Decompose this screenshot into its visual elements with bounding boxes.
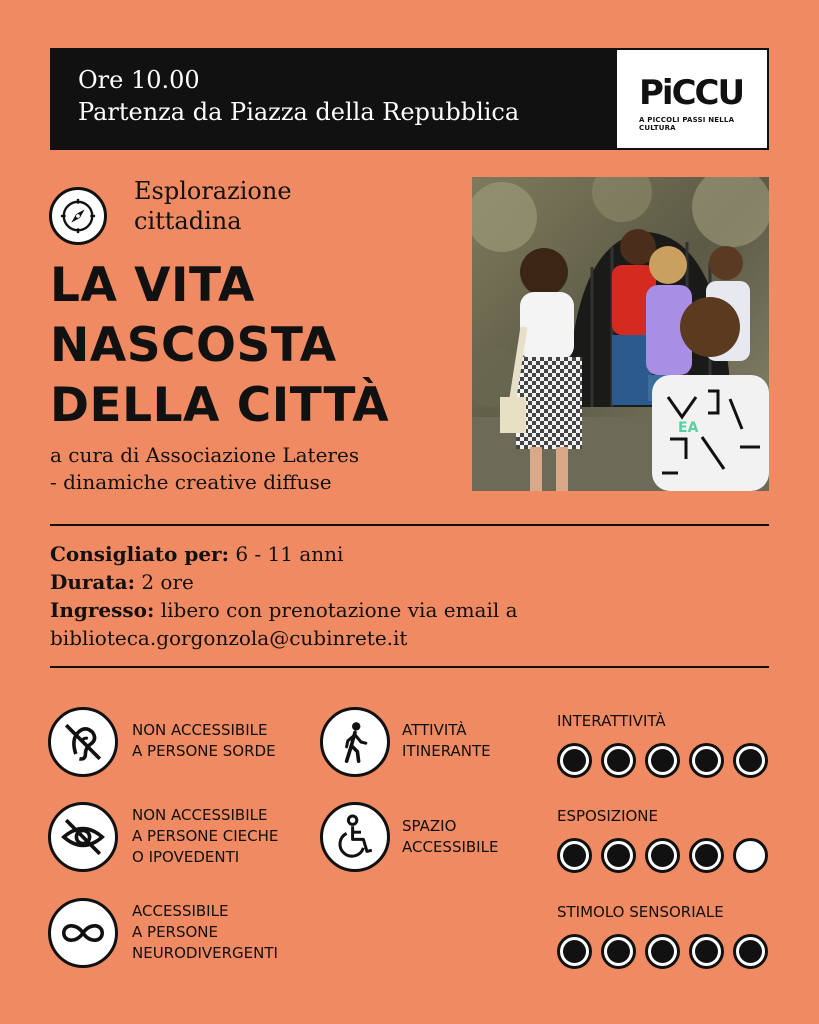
departure-place: Partenza da Piazza della Repubblica bbox=[78, 98, 520, 126]
category-line-2: cittadina bbox=[134, 207, 242, 235]
rating-dot-filled bbox=[645, 743, 680, 778]
rating-dot-filled bbox=[689, 934, 724, 969]
category-label bbox=[134, 176, 292, 236]
entry-label: Ingresso: bbox=[50, 598, 155, 622]
start-time: Ore 10.00 bbox=[78, 66, 200, 94]
accessible-space-label bbox=[402, 816, 498, 858]
rating-dots bbox=[557, 743, 768, 778]
blind-label-line-1: NON ACCESSIBILE bbox=[132, 806, 268, 824]
infinity-icon bbox=[48, 898, 118, 968]
curated-line-2: - dinamiche creative diffuse bbox=[50, 470, 332, 494]
rating-dot-filled bbox=[689, 743, 724, 778]
neurodivergent-label bbox=[132, 901, 278, 964]
rating-label: ESPOSIZIONE bbox=[557, 807, 659, 825]
rating-dot-filled bbox=[557, 743, 592, 778]
rating-dot-filled bbox=[601, 838, 636, 873]
itinerant-label-line-1: ATTIVITÀ bbox=[402, 721, 467, 739]
deaf-label bbox=[132, 720, 276, 762]
rating-dot-filled bbox=[733, 934, 768, 969]
piccu-logo bbox=[617, 50, 767, 148]
rating-dot-filled bbox=[645, 838, 680, 873]
deaf-label-line-2: A PERSONE SORDE bbox=[132, 742, 276, 760]
walking-icon bbox=[320, 707, 390, 777]
age-label: Consigliato per: bbox=[50, 542, 229, 566]
no-eye-icon bbox=[48, 802, 118, 872]
itinerant-label-line-2: ITINERANTE bbox=[402, 742, 491, 760]
wheelchair-icon bbox=[320, 802, 390, 872]
duration-value: 2 ore bbox=[134, 570, 194, 594]
rating-dots bbox=[557, 838, 768, 873]
rating-label: INTERATTIVITÀ bbox=[557, 712, 666, 730]
duration-row bbox=[50, 568, 518, 596]
deaf-label-line-1: NON ACCESSIBILE bbox=[132, 721, 268, 739]
category-line-1: Esplorazione bbox=[134, 177, 292, 205]
accessible-space-label-line-1: SPAZIO bbox=[402, 817, 457, 835]
event-info bbox=[50, 540, 518, 652]
curated-line-1: a cura di Associazione Lateres bbox=[50, 443, 360, 467]
age-row bbox=[50, 540, 518, 568]
rating-dot-filled bbox=[601, 743, 636, 778]
logo-tagline: A PICCOLI PASSI NELLA CULTURA bbox=[639, 116, 735, 132]
header-banner bbox=[50, 48, 769, 150]
itinerant-label bbox=[402, 720, 491, 762]
curated-by bbox=[50, 442, 359, 496]
duration-label: Durata: bbox=[50, 570, 135, 594]
blind-label-line-2: A PERSONE CIECHE bbox=[132, 827, 279, 845]
logo-word: PiCCU bbox=[639, 73, 744, 113]
event-photo bbox=[472, 177, 769, 491]
divider-bottom bbox=[50, 666, 769, 668]
neurodivergent-label-line-2: A PERSONE bbox=[132, 923, 219, 941]
accessible-space-label-line-2: ACCESSIBILE bbox=[402, 838, 499, 856]
entry-row bbox=[50, 596, 518, 624]
rating-dot-filled bbox=[689, 838, 724, 873]
rating-dot-filled bbox=[557, 838, 592, 873]
title-line-3: DELLA CITTÀ bbox=[50, 378, 390, 433]
rating-sensory bbox=[557, 902, 768, 969]
title-line-2: NASCOSTA bbox=[50, 318, 337, 373]
entry-value: libero con prenotazione via email a bbox=[154, 598, 518, 622]
blind-label bbox=[132, 805, 278, 868]
header-text bbox=[78, 64, 519, 128]
rating-exposure bbox=[557, 806, 768, 873]
svg-text:EA: EA bbox=[678, 420, 699, 436]
rating-dot-empty bbox=[733, 838, 768, 873]
rating-dot-filled bbox=[645, 934, 680, 969]
divider-top bbox=[50, 524, 769, 526]
event-title bbox=[50, 256, 389, 436]
neurodivergent-label-line-1: ACCESSIBILE bbox=[132, 902, 229, 920]
age-value: 6 - 11 anni bbox=[228, 542, 344, 566]
no-ear-icon bbox=[48, 707, 118, 777]
title-line-1: LA VITA bbox=[50, 258, 255, 313]
rating-label: STIMOLO SENSORIALE bbox=[557, 903, 724, 921]
rating-interactivity bbox=[557, 711, 768, 778]
blind-label-line-3: O IPOVEDENTI bbox=[132, 848, 240, 866]
rating-dot-filled bbox=[601, 934, 636, 969]
contact-email: biblioteca.gorgonzola@cubinrete.it bbox=[50, 626, 408, 650]
neurodivergent-label-line-3: NEURODIVERGENTI bbox=[132, 944, 278, 962]
rating-dots bbox=[557, 934, 768, 969]
rating-dot-filled bbox=[557, 934, 592, 969]
rating-dot-filled bbox=[733, 743, 768, 778]
compass-icon bbox=[49, 187, 107, 245]
